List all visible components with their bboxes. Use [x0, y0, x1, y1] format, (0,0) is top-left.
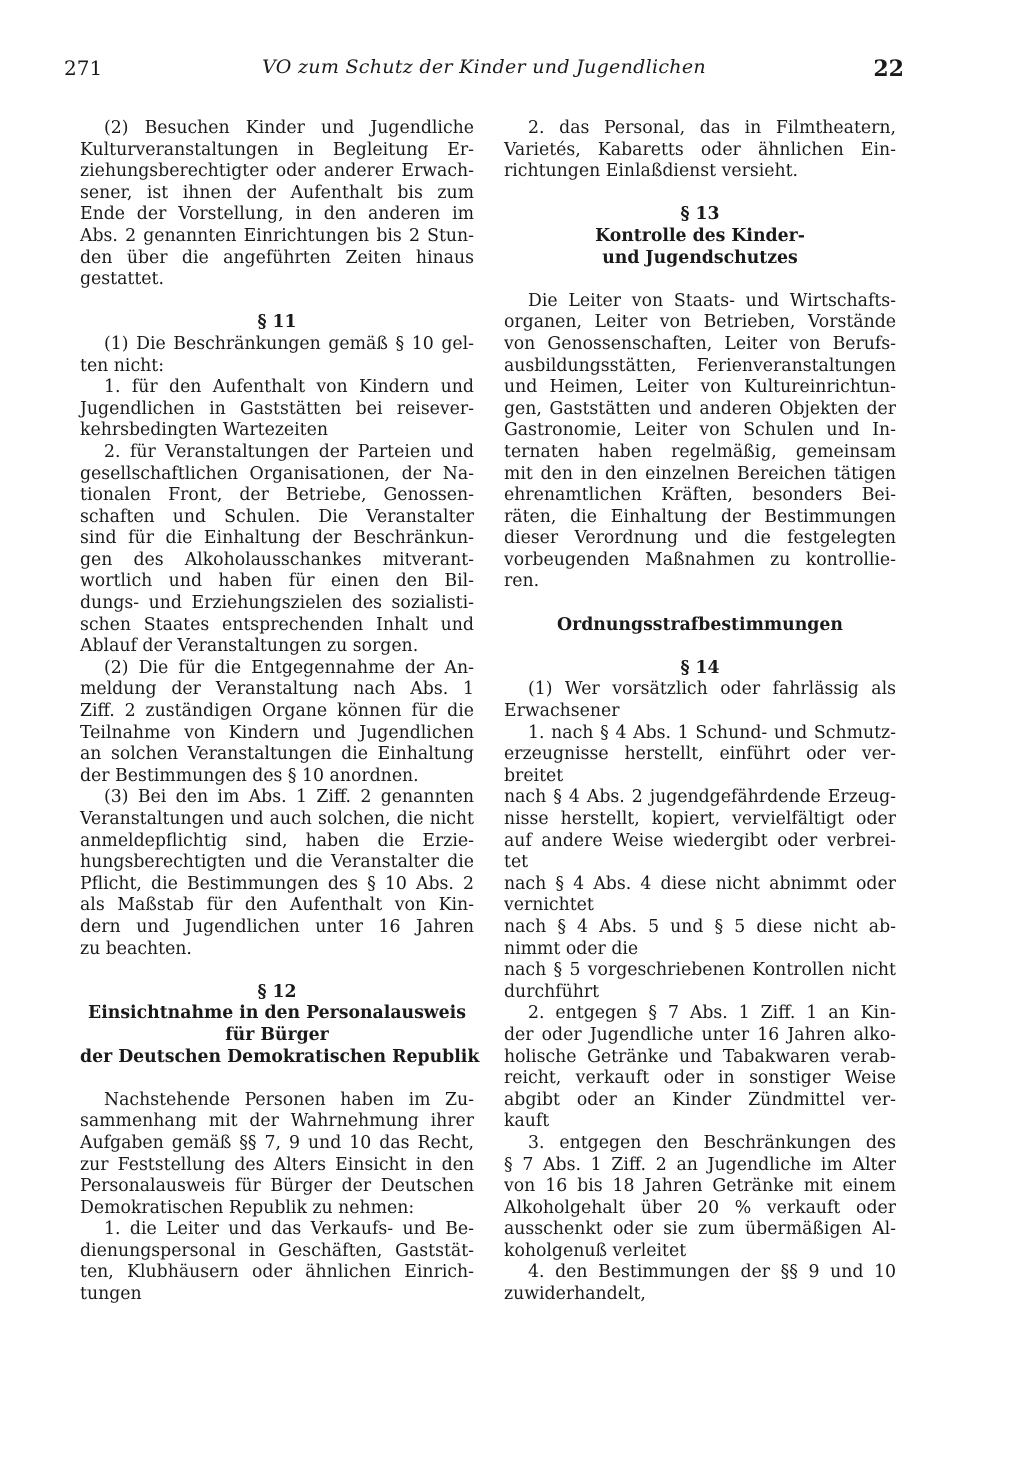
- section-heading: Ordnungsstrafbestimmungen: [557, 614, 843, 635]
- text-line: ternaten haben regelmäßig, gemeinsam: [504, 441, 896, 462]
- text-line: sener, ist ihnen der Aufenthalt bis zum: [80, 182, 474, 203]
- section-heading: Einsichtnahme in den Personalausweis: [88, 1003, 466, 1024]
- text-line: Jugendlichen in Gaststätten bei reisever-: [80, 398, 474, 419]
- text-line: organen, Leiter von Betrieben, Vorstände: [504, 312, 896, 333]
- text-line: (2) Besuchen Kinder und Jugendliche: [104, 118, 474, 138]
- text-line: Abs. 2 genannten Einrichtungen bis 2 Stun-: [80, 225, 474, 246]
- text-line: Ende der Vorstellung, in den anderen im: [80, 204, 474, 225]
- text-line: richtungen Einlaßdienst versieht.: [504, 161, 799, 182]
- text-line: abgibt oder an Kinder Zündmittel ver-: [504, 1089, 896, 1110]
- text-line: 1. nach § 4 Abs. 1 Schund- und Schmutz-: [528, 722, 896, 743]
- text-line: Die Leiter von Staats- und Wirtschafts-: [528, 290, 896, 311]
- text-line: 4. den Bestimmungen der §§ 9 und 10: [528, 1262, 896, 1283]
- spacer: [504, 593, 896, 615]
- text-line: kauft: [504, 1111, 550, 1132]
- text-line: auf andere Weise wiedergibt oder verbrei-: [504, 830, 896, 851]
- text-line: Erwachsener: [504, 701, 620, 722]
- text-line: tungen: [80, 1284, 142, 1305]
- section-heading: § 14: [680, 657, 720, 678]
- text-line: an solchen Veranstaltungen die Einhaltung: [80, 744, 474, 765]
- text-line: 2. für Veranstaltungen der Parteien und: [104, 441, 474, 462]
- text-line: Veranstaltungen und auch solchen, die nicht: [80, 809, 474, 829]
- text-line: sammenhang mit der Wahrnehmung ihrer: [80, 1111, 474, 1132]
- text-line: (3) Bei den im Abs. 1 Ziff. 2 genannten: [104, 787, 474, 808]
- page-number-left: 271: [64, 56, 103, 80]
- text-line: gestattet.: [80, 269, 164, 290]
- left-column: [80, 118, 480, 1306]
- section-heading: und Jugendschutzes: [602, 247, 798, 268]
- text-line: vernichtet: [504, 895, 594, 916]
- text-line: hungsberechtigten und die Veranstalter die: [80, 852, 474, 873]
- text-line: gen des Alkoholausschankes mitverant-: [80, 549, 474, 570]
- text-line: 2. entgegen § 7 Abs. 1 Ziff. 1 an Kin-: [528, 1003, 896, 1024]
- right-column: [504, 118, 896, 1306]
- text-line: Kulturveranstaltungen in Begleitung Er-: [80, 139, 474, 160]
- spacer: [504, 183, 896, 205]
- text-line: holische Getränke und Tabakwaren verab-: [504, 1046, 896, 1067]
- spacer: [80, 291, 474, 313]
- text-line: ren.: [504, 571, 540, 592]
- text-line: 3. entgegen den Beschränkungen des: [528, 1132, 896, 1153]
- text-line: § 7 Abs. 1 Ziff. 2 an Jugendliche im Alter: [504, 1154, 896, 1175]
- text-line: anmeldepflichtig sind, haben die Erzie-: [80, 830, 474, 851]
- text-line: wortlich und haben für einen den Bil-: [80, 571, 474, 592]
- text-line: erzeugnisse herstellt, einführt oder ver-: [504, 744, 896, 765]
- text-line: Pflicht, die Bestimmungen des § 10 Abs. 2: [80, 873, 474, 894]
- text-line: ausbildungsstätten, Ferienveranstaltungen: [504, 355, 896, 376]
- text-line: nisse herstellt, kopiert, vervielfältigt oder: [504, 809, 896, 829]
- text-line: (2) Die für die Entgegennahme der An-: [104, 657, 474, 678]
- text-line: ten, Klubhäusern oder ähnlichen Einrich-: [80, 1262, 474, 1283]
- text-line: 1. die Leiter und das Verkaufs- und Be-: [104, 1219, 474, 1240]
- section-heading: § 12: [257, 981, 297, 1002]
- text-line: meldung der Veranstaltung nach Abs. 1: [80, 679, 474, 700]
- text-line: den über die angeführten Zeiten hinaus: [80, 247, 474, 268]
- text-line: dienungspersonal in Geschäften, Gaststät-: [80, 1240, 474, 1261]
- text-line: nach § 4 Abs. 5 und § 5 diese nicht ab-: [504, 916, 896, 937]
- text-line: schaften und Schulen. Die Veranstalter: [80, 506, 474, 527]
- spacer: [504, 636, 896, 658]
- text-line: tionalen Front, der Betriebe, Genossen-: [80, 485, 474, 506]
- text-line: (1) Wer vorsätzlich oder fahrlässig als: [528, 679, 896, 700]
- text-line: ziehungsberechtigter oder anderer Erwach-: [80, 161, 474, 182]
- text-line: Nachstehende Personen haben im Zu-: [104, 1089, 474, 1110]
- text-line: schen Staates entsprechenden Inhalt und: [80, 614, 474, 635]
- text-line: mit den in den einzelnen Bereichen tätigen: [504, 463, 896, 484]
- text-line: sind für die Einhaltung der Beschränkun-: [80, 528, 474, 549]
- section-heading: § 11: [257, 312, 297, 333]
- text-line: der oder Jugendliche unter 16 Jahren alko-: [504, 1024, 896, 1045]
- section-heading: Kontrolle des Kinder-: [595, 225, 805, 246]
- text-line: nimmt oder die: [504, 938, 639, 959]
- text-line: zur Feststellung des Alters Einsicht in den: [80, 1154, 474, 1175]
- text-line: ten nicht:: [80, 355, 165, 376]
- text-line: koholgenuß verleitet: [504, 1240, 687, 1261]
- text-line: Ablauf der Veranstaltungen zu sorgen.: [80, 636, 419, 657]
- text-line: nach § 4 Abs. 4 diese nicht abnimmt oder: [504, 873, 896, 894]
- text-line: ehrenamtlichen Kräften, besonders Bei-: [504, 485, 896, 506]
- text-line: 2. das Personal, das in Filmtheatern,: [528, 118, 896, 138]
- text-line: dieser Verordnung und die festgelegten: [504, 528, 896, 549]
- text-line: Gastronomie, Leiter von Schulen und In-: [504, 420, 896, 441]
- text-line: Varietés, Kabaretts oder ähnlichen Ein-: [504, 139, 896, 160]
- text-line: breitet: [504, 765, 564, 786]
- text-line: Demokratischen Republik zu nehmen:: [80, 1197, 415, 1218]
- text-line: gen, Gaststätten und anderen Objekten der: [504, 398, 896, 419]
- text-line: Aufgaben gemäß §§ 7, 9 und 10 das Recht,: [80, 1132, 474, 1153]
- text-line: Ziff. 2 zuständigen Organe können für die: [80, 701, 474, 722]
- text-line: Alkoholgehalt über 20 % verkauft oder: [504, 1197, 896, 1218]
- text-line: kehrsbedingten Wartezeiten: [80, 420, 328, 441]
- text-line: von 16 bis 18 Jahren Getränke mit einem: [504, 1176, 896, 1197]
- text-line: (1) Die Beschränkungen gemäß § 10 gel-: [104, 333, 474, 354]
- running-title: VO zum Schutz der Kinder und Jugendlichen: [262, 56, 706, 78]
- text-line: reicht, verkauft oder in sonstiger Weise: [504, 1068, 896, 1089]
- text-line: dern und Jugendlichen unter 16 Jahren: [80, 916, 474, 937]
- text-line: als Maßstab für den Aufenthalt von Kin-: [80, 895, 474, 916]
- section-heading: für Bürger: [225, 1024, 329, 1045]
- text-line: räten, die Einhaltung der Bestimmungen: [504, 506, 896, 527]
- text-line: tet: [504, 852, 529, 873]
- text-line: nach § 5 vorgeschriebenen Kontrollen nicht: [504, 960, 896, 981]
- text-line: Personalausweis für Bürger der Deutschen: [80, 1176, 474, 1197]
- text-line: zu beachten.: [80, 938, 192, 959]
- text-line: vorbeugenden Maßnahmen zu kontrollie-: [504, 549, 896, 570]
- text-line: nach § 4 Abs. 2 jugendgefährdende Erzeug-: [504, 787, 896, 808]
- spacer: [80, 1068, 474, 1090]
- text-line: gesellschaftlichen Organisationen, der Na-: [80, 463, 474, 484]
- section-heading: der Deutschen Demokratischen Republik: [80, 1046, 480, 1067]
- text-line: dungs- und Erziehungszielen des sozialisti-: [80, 593, 474, 614]
- text-line: zuwiderhandelt,: [504, 1284, 646, 1305]
- text-line: der Bestimmungen des § 10 anordnen.: [80, 765, 419, 786]
- spacer: [80, 960, 474, 982]
- text-line: und Heimen, Leiter von Kultureinrichtun-: [504, 377, 896, 398]
- section-heading: § 13: [680, 204, 720, 225]
- text-line: Teilnahme von Kindern und Jugendlichen: [80, 722, 474, 743]
- page-number-right: 22: [873, 56, 904, 82]
- page-header: [64, 56, 904, 86]
- text-line: durchführt: [504, 981, 600, 1002]
- text-line: von Genossenschaften, Leiter von Berufs-: [504, 333, 896, 354]
- text-line: ausschenkt oder sie zum übermäßigen Al-: [504, 1219, 896, 1240]
- text-line: 1. für den Aufenthalt von Kindern und: [104, 377, 474, 398]
- spacer: [504, 269, 896, 291]
